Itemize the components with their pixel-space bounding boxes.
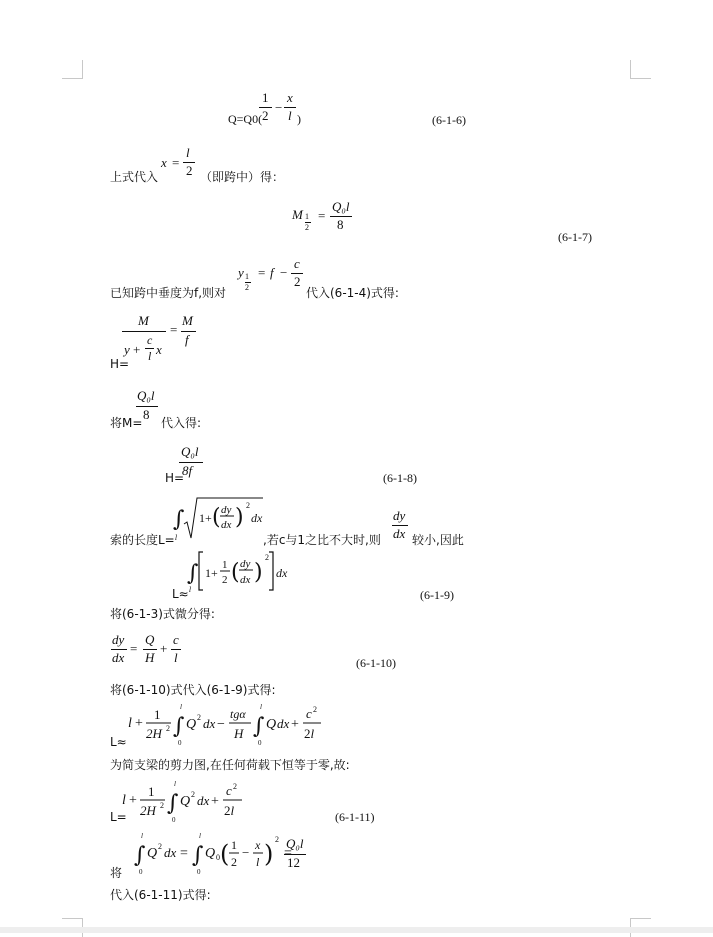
svg-text:2: 2 <box>246 501 250 510</box>
sub-two: 2 <box>245 283 249 292</box>
svg-text:=: = <box>284 846 292 861</box>
corner-mark-top-right <box>630 60 651 79</box>
svg-text:c: c <box>226 783 232 798</box>
svg-text:0: 0 <box>197 868 201 876</box>
svg-text:l: l <box>256 855 260 869</box>
m-suffix: 代入得: <box>161 416 202 430</box>
equals-sign: = <box>170 322 178 337</box>
svg-text:): ) <box>264 840 274 868</box>
svg-text:∫: ∫ <box>173 714 185 739</box>
corner-mark-top-left <box>62 60 83 79</box>
sag-suffix: 代入(6-1-4)式得: <box>306 286 399 300</box>
svg-text:l: l <box>175 534 178 542</box>
subst-text: 将(6-1-10)式代入(6-1-9)式得: <box>110 683 276 697</box>
svg-text:∫: ∫ <box>167 791 179 816</box>
svg-text:1: 1 <box>154 707 161 722</box>
sub-one: 1 <box>305 212 309 221</box>
var-y: y <box>238 265 244 280</box>
shear-text: 为简支梁的剪力图,在任何荷载下恒等于零,故: <box>110 758 350 772</box>
length-exact-svg <box>120 780 250 824</box>
svg-text:dx: dx <box>240 574 251 586</box>
frac-den-l: l <box>148 349 152 363</box>
svg-text:+: + <box>211 794 219 809</box>
svg-text:2: 2 <box>231 855 237 869</box>
sag-prefix: 已知跨中垂度为f,则对 <box>110 286 227 300</box>
svg-text:(: ( <box>212 505 221 530</box>
svg-text:l: l <box>128 716 132 731</box>
substitute-prefix: 上式代入 <box>110 170 159 184</box>
svg-text:Q: Q <box>180 794 191 809</box>
var-x: x <box>156 342 162 357</box>
svg-text:∫: ∫ <box>134 843 146 868</box>
svg-text:2: 2 <box>313 705 317 714</box>
minus-sign: − <box>275 100 283 115</box>
svg-text:l: l <box>189 586 192 594</box>
frac-num-Q: Q <box>145 632 155 647</box>
svg-text:1+: 1+ <box>205 566 218 580</box>
page-bottom-edge <box>0 927 713 933</box>
svg-text:2: 2 <box>197 713 201 722</box>
svg-text:dx: dx <box>203 716 216 731</box>
svg-text:H: H <box>234 726 244 741</box>
frac-num-x: x <box>287 90 293 105</box>
frac-num-l: l <box>186 145 190 160</box>
svg-text:2: 2 <box>158 842 162 851</box>
frac-den-l: l <box>288 108 292 123</box>
svg-text:∫: ∫ <box>192 843 204 868</box>
jiang-label: 将 <box>110 866 123 880</box>
svg-text:2l: 2l <box>224 803 235 818</box>
frac-den-2: 2 <box>294 274 301 289</box>
svg-text:+: + <box>135 716 143 731</box>
svg-text:l: l <box>199 832 201 840</box>
svg-text:dx: dx <box>221 519 232 531</box>
diff-text: 将(6-1-3)式微分得: <box>110 607 215 621</box>
frac-den-dx: dx <box>393 526 406 541</box>
substitute-suffix: （即跨中）得： <box>200 170 285 184</box>
svg-text:(: ( <box>231 560 240 585</box>
svg-text:2: 2 <box>191 790 195 799</box>
var-M: M <box>292 207 303 222</box>
equation-number: (6-1-9) <box>420 588 454 602</box>
frac-num-M: M <box>138 313 149 328</box>
svg-text:0: 0 <box>258 739 262 747</box>
equals-sign: = <box>318 208 326 223</box>
equation-number: (6-1-11) <box>335 810 375 824</box>
equation-number: (6-1-6) <box>432 113 466 127</box>
equals-sign: = <box>172 155 180 170</box>
cable-integral-svg <box>171 494 269 542</box>
frac-den-l: l <box>174 650 178 665</box>
q-formula-suffix: ) <box>297 112 301 126</box>
frac-den-12: 12 <box>287 855 300 870</box>
svg-text:2: 2 <box>166 724 170 733</box>
approx-integral-svg <box>185 548 297 594</box>
q-formula-prefix: Q=Q0( <box>228 112 263 126</box>
frac-num-c: c <box>294 256 300 271</box>
svg-text:=: = <box>180 846 188 861</box>
frac-den-f: f <box>185 332 189 347</box>
svg-text:Q: Q <box>266 717 277 732</box>
h-label: H= <box>110 357 130 371</box>
sub-two: 2 <box>305 223 309 232</box>
frac-num-q0l: Q₀l <box>181 444 199 459</box>
equals-sign: = <box>258 265 266 280</box>
svg-text:dx: dx <box>277 716 290 731</box>
svg-text:dy: dy <box>221 504 232 516</box>
svg-text:Q: Q <box>205 846 216 861</box>
svg-text:tgα: tgα <box>230 707 246 721</box>
svg-text:dx: dx <box>164 845 177 860</box>
svg-text:dy: dy <box>240 558 251 570</box>
frac-num-c: c <box>173 632 179 647</box>
svg-text:2: 2 <box>222 574 228 586</box>
frac-num-dy: dy <box>393 508 406 523</box>
l-label: L= <box>110 810 127 824</box>
svg-text:Q: Q <box>147 846 158 861</box>
svg-text:+: + <box>291 717 299 732</box>
svg-text:(: ( <box>220 840 230 868</box>
cable-prefix: 索的长度L= <box>110 533 175 547</box>
svg-text:∫: ∫ <box>173 507 185 532</box>
equation-number: (6-1-10) <box>356 656 396 670</box>
frac-num-M2: M <box>182 313 193 328</box>
svg-text:l: l <box>180 703 182 711</box>
svg-text:2H: 2H <box>146 726 162 741</box>
frac-den-8: 8 <box>337 217 344 232</box>
svg-text:2l: 2l <box>304 726 315 741</box>
svg-text:l: l <box>174 780 176 788</box>
frac-den-8f: 8f <box>182 463 193 478</box>
var-f: f <box>270 265 274 280</box>
svg-text:1: 1 <box>222 559 228 571</box>
svg-text:1: 1 <box>148 784 155 799</box>
svg-text:c: c <box>306 706 312 721</box>
svg-text:1: 1 <box>231 838 237 852</box>
svg-text:): ) <box>235 505 244 530</box>
svg-text:dx: dx <box>276 566 288 580</box>
equation-number: (6-1-7) <box>558 230 592 244</box>
svg-text:l: l <box>141 832 143 840</box>
svg-text:∫: ∫ <box>253 714 265 739</box>
plus-sign: + <box>133 342 141 357</box>
svg-text:2H: 2H <box>140 803 156 818</box>
equation-number: (6-1-8) <box>383 471 417 485</box>
frac-den-8: 8 <box>143 407 150 422</box>
svg-text:−: − <box>242 845 250 860</box>
svg-text:0: 0 <box>178 739 182 747</box>
frac-num-c: c <box>147 333 153 347</box>
svg-text:1+: 1+ <box>199 511 212 525</box>
final-text: 代入(6-1-11)式得: <box>110 888 211 902</box>
var-x: x <box>161 155 167 170</box>
svg-text:2: 2 <box>265 553 269 562</box>
m-prefix: 将M= <box>110 416 143 430</box>
svg-text:): ) <box>254 560 263 585</box>
frac-den-2: 2 <box>186 163 193 178</box>
svg-text:0: 0 <box>139 868 143 876</box>
frac-num-q0l: Q₀l <box>137 388 155 403</box>
svg-text:+: + <box>129 793 137 808</box>
svg-text:l: l <box>260 703 262 711</box>
svg-text:2: 2 <box>233 782 237 791</box>
svg-text:l: l <box>122 793 126 808</box>
length-approx-svg <box>126 703 326 747</box>
svg-text:dx: dx <box>251 511 263 525</box>
var-y: y <box>124 342 130 357</box>
cable-suffix: 较小,因此 <box>412 533 464 547</box>
cable-middle: ,若c与1之比不大时,则 <box>263 533 381 547</box>
minus-sign: − <box>280 265 288 280</box>
svg-text:x: x <box>255 838 261 852</box>
h-label: H= <box>165 471 185 485</box>
frac-num-dy: dy <box>112 632 125 647</box>
plus-sign: + <box>160 641 168 656</box>
approx-label: L≈ <box>110 735 127 749</box>
equals-sign: = <box>130 641 138 656</box>
approx-label: L≈ <box>172 587 189 601</box>
svg-text:2: 2 <box>275 835 279 844</box>
frac-num-1: 1 <box>262 90 269 105</box>
svg-text:−: − <box>217 717 225 732</box>
frac-num-q0l: Q₀l <box>286 836 304 851</box>
svg-text:0: 0 <box>216 853 220 862</box>
svg-text:2: 2 <box>160 801 164 810</box>
svg-text:Q: Q <box>186 717 197 732</box>
frac-den-2: 2 <box>262 108 269 123</box>
frac-den-dx: dx <box>112 650 125 665</box>
sub-one: 1 <box>245 272 249 281</box>
frac-num-q0l: Q₀l <box>332 199 350 214</box>
svg-text:dx: dx <box>197 793 210 808</box>
frac-den-H: H <box>145 650 155 665</box>
svg-text:∫: ∫ <box>187 561 199 586</box>
svg-text:0: 0 <box>172 816 176 824</box>
